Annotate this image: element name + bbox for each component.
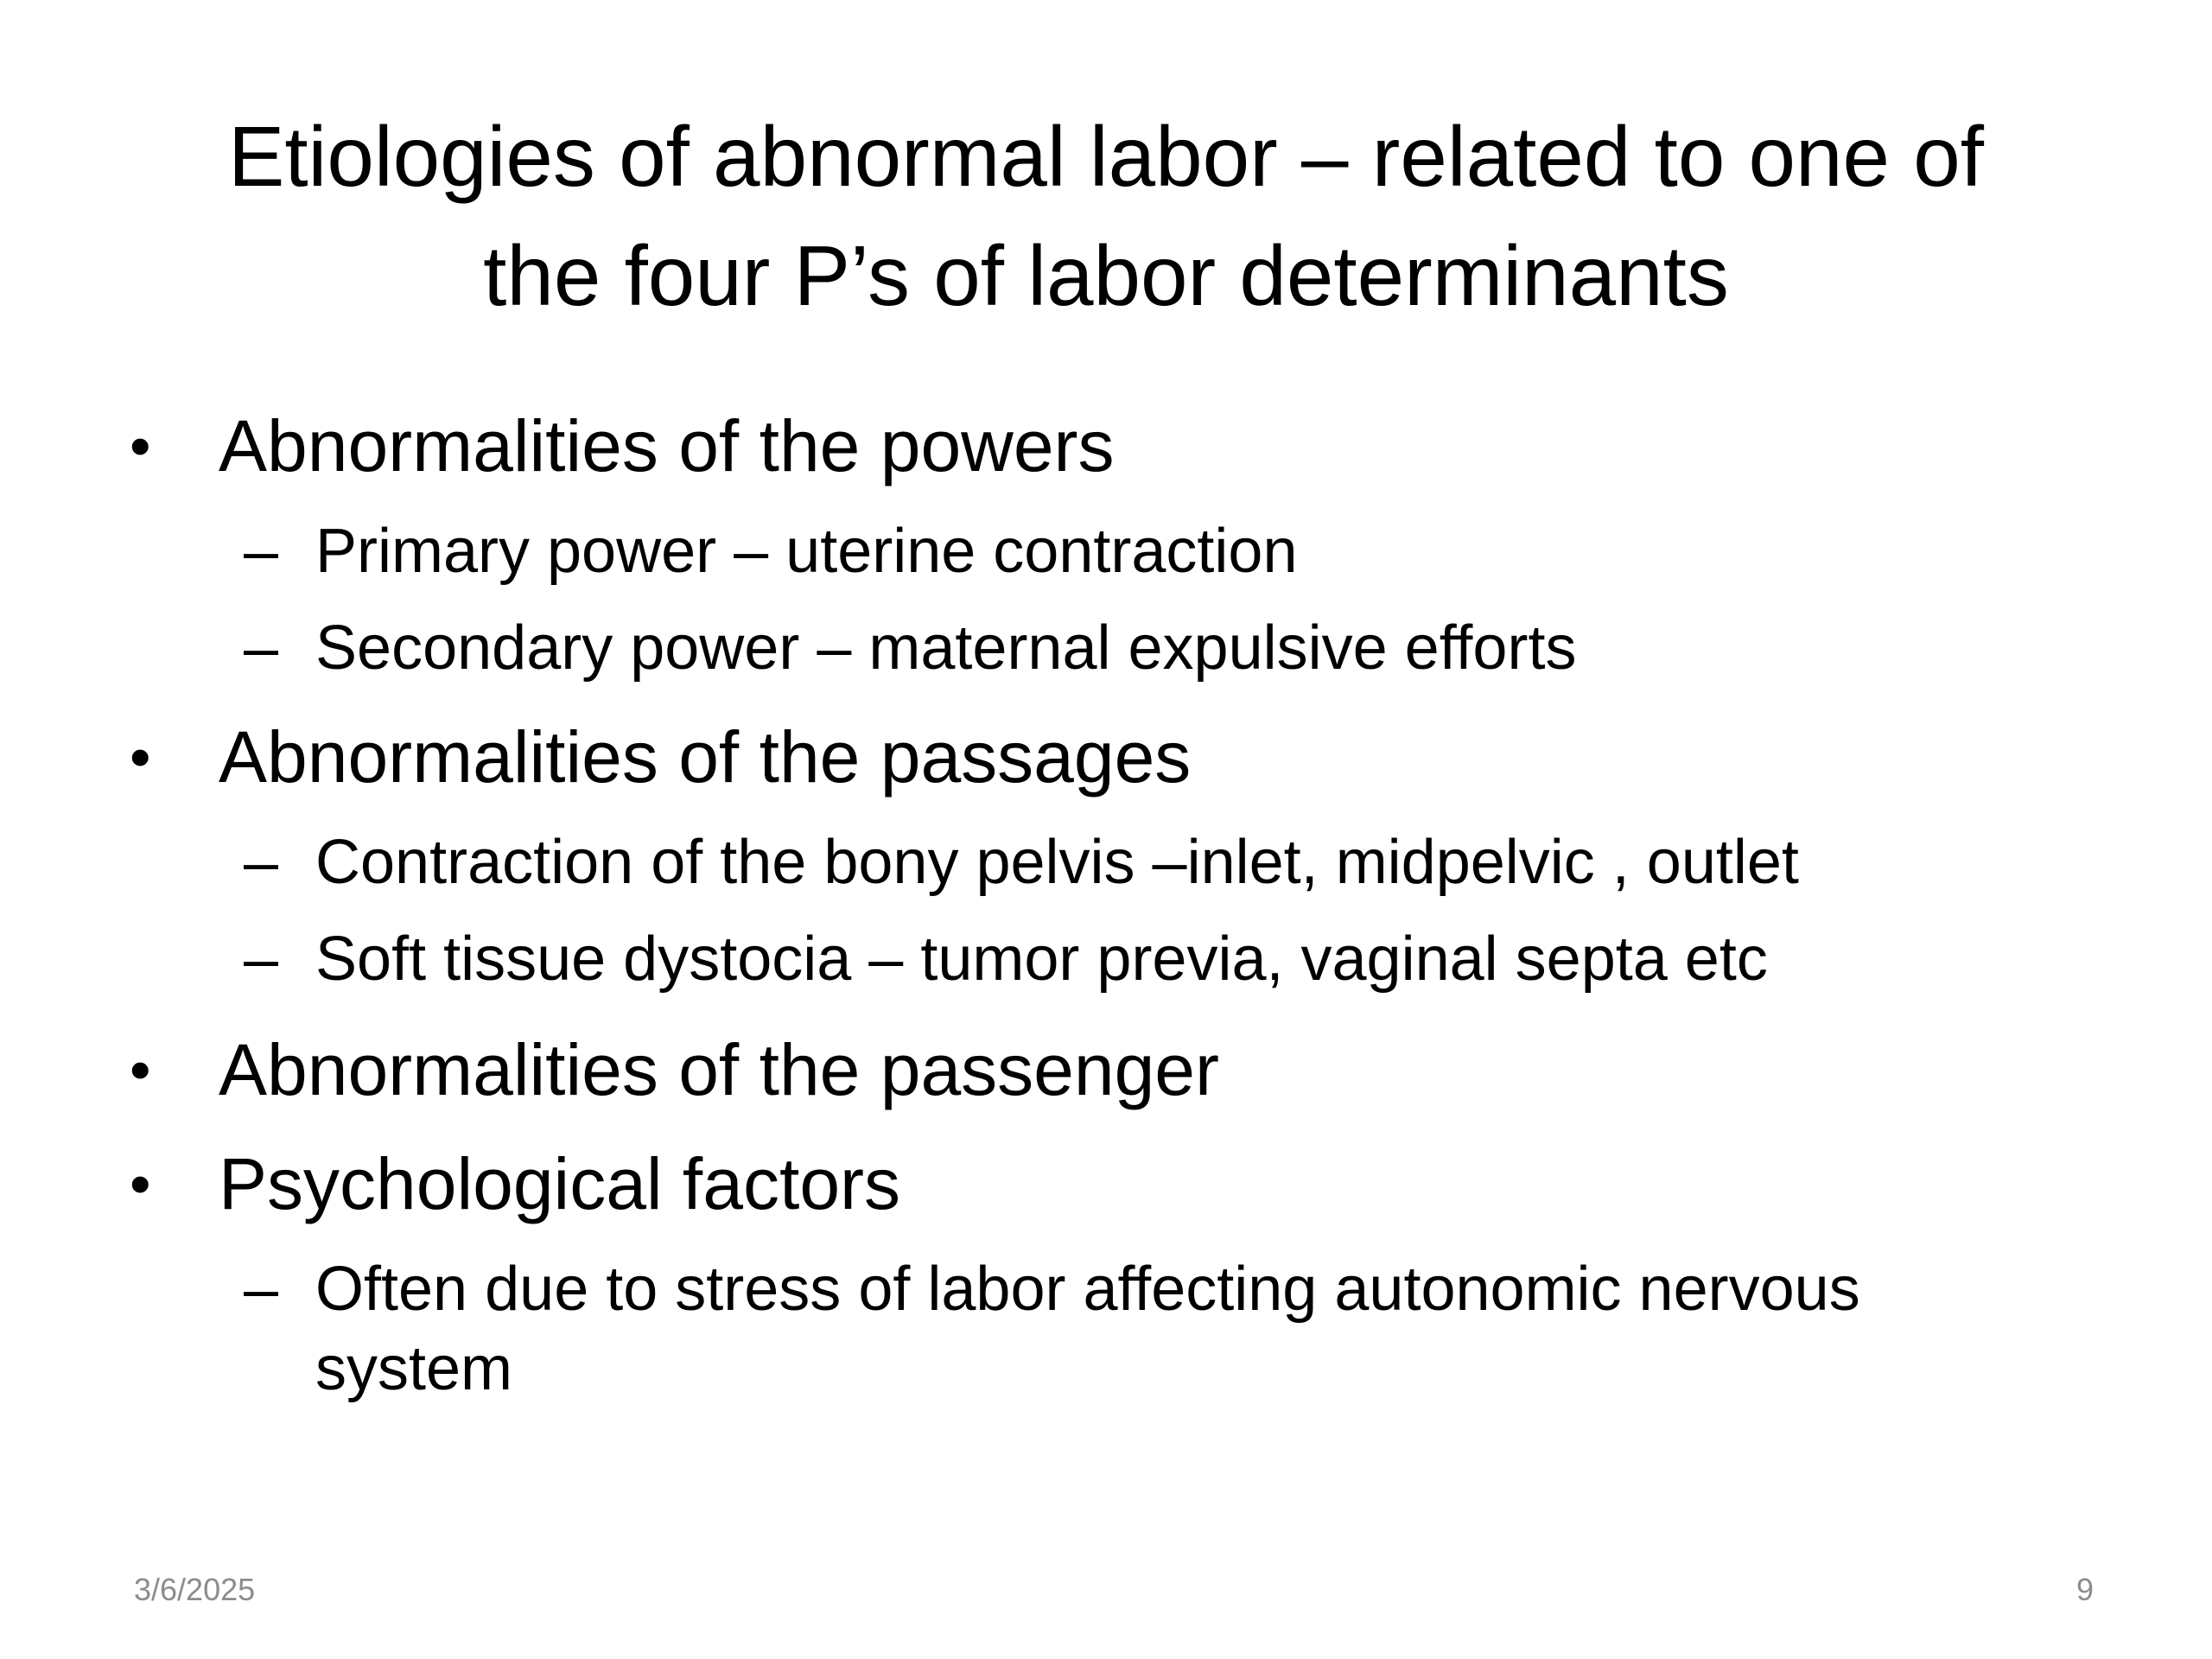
footer-date: 3/6/2025 bbox=[134, 1572, 256, 1607]
sub-text: Secondary power – maternal expulsive efforts bbox=[315, 613, 1577, 683]
slide-title-line-1: Etiologies of abnormal labor – related to one of bbox=[227, 109, 1985, 204]
bullet-marker: • bbox=[130, 1036, 151, 1103]
bullet-text: Abnormalities of the powers bbox=[219, 405, 1115, 486]
sub-marker: – bbox=[244, 828, 279, 897]
bullet-marker: • bbox=[130, 412, 151, 480]
sub-text: Soft tissue dystocia – tumor previa, vaginal septa etc bbox=[315, 925, 1768, 994]
sub-text-continued: system bbox=[315, 1334, 513, 1403]
sub-marker: – bbox=[244, 613, 279, 683]
sub-text: Primary power – uterine contraction bbox=[315, 517, 1298, 586]
sub-marker: – bbox=[244, 925, 279, 994]
sub-text: Contraction of the bony pelvis –inlet, midpelvic , outlet bbox=[315, 828, 1799, 897]
sub-text: Often due to stress of labor affecting autonomic nervous bbox=[315, 1255, 1860, 1324]
sub-marker: – bbox=[244, 517, 279, 586]
bullet-marker: • bbox=[130, 1150, 151, 1217]
slide-number: 9 bbox=[2075, 1572, 2094, 1607]
bullet-text: Abnormalities of the passenger bbox=[219, 1029, 1219, 1110]
bullet-marker: • bbox=[130, 723, 151, 791]
slide-title-line-2: the four P’s of labor determinants bbox=[483, 228, 1729, 323]
bullet-text: Abnormalities of the passages bbox=[219, 716, 1192, 798]
sub-marker: – bbox=[244, 1255, 279, 1324]
bullet-text: Psychological factors bbox=[219, 1143, 901, 1224]
